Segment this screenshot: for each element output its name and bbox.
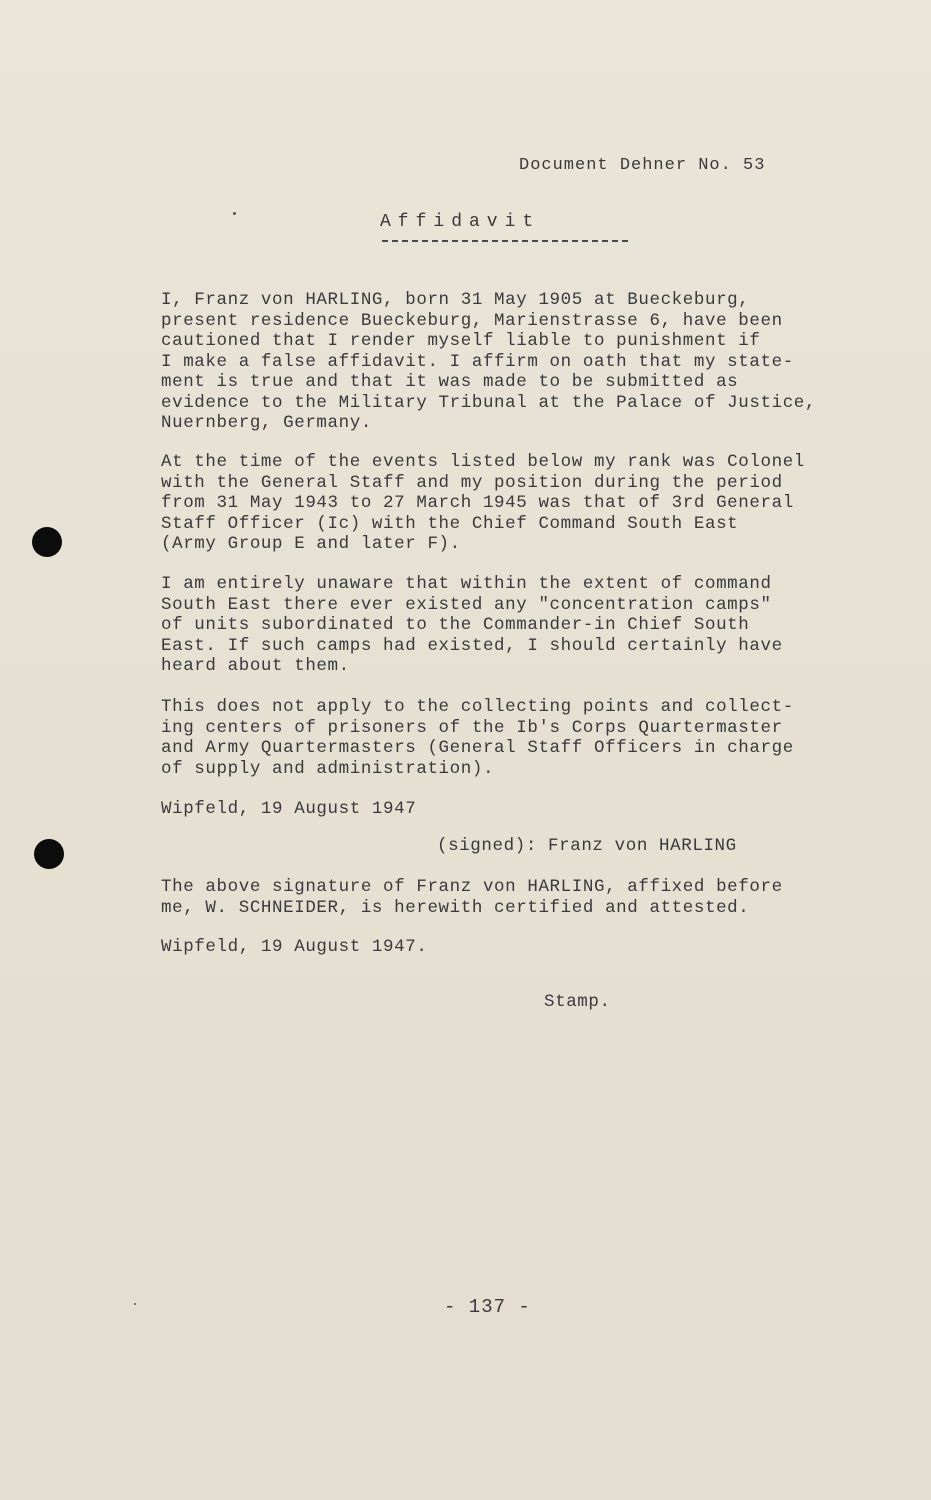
paragraph-rank: At the time of the events listed below my rank was Colonel with the General Staff and my position during the period from 31 May 1943 to 27 March 1945 was that of 3rd General Staff Officer (Ic) with the Chief Command South East (Army Group E and later F). [161, 452, 805, 554]
paragraph-statement: I am entirely unaware that within the extent of command South East there ever existed any "concentration camps" of units subordinated to the Commander-in Chief South East. If such camps had existed, I should certainly have heard about them. [161, 574, 783, 676]
paragraph-oath: I, Franz von HARLING, born 31 May 1905 at Bueckeburg, present residence Bueckeburg, Marienstrasse 6, have been cautioned that I render myself liable to punishment if I make a false affidavit. I affirm on oath that my state- ment is true and that it was made to be submitted as evidence to the Military Tribunal at the Palace of Justice, Nuernberg, Germany. [161, 290, 817, 433]
certification-date-line: Wipfeld, 19 August 1947. [161, 937, 428, 957]
document-reference: Document Dehner No. 53 [519, 156, 766, 175]
stamp-note: Stamp. [544, 992, 611, 1012]
punch-hole-upper [32, 527, 62, 557]
ink-speck [134, 1303, 136, 1305]
page-number: - 137 - [444, 1296, 531, 1318]
paragraph-exception: This does not apply to the collecting points and collect- ing centers of prisoners of the Ib's Corps Quartermaster and Army Quartermasters (General Staff Officers in charge of supply and administration). [161, 697, 794, 779]
ink-speck [233, 212, 236, 215]
certification-paragraph: The above signature of Franz von HARLING, affixed before me, W. SCHNEIDER, is herewith certified and attested. [161, 877, 783, 918]
signature-line: (signed): Franz von HARLING [437, 836, 737, 856]
document-title: Affidavit [380, 212, 541, 232]
title-underline [382, 240, 628, 242]
punch-hole-lower [34, 839, 64, 869]
place-date-line: Wipfeld, 19 August 1947 [161, 799, 417, 819]
